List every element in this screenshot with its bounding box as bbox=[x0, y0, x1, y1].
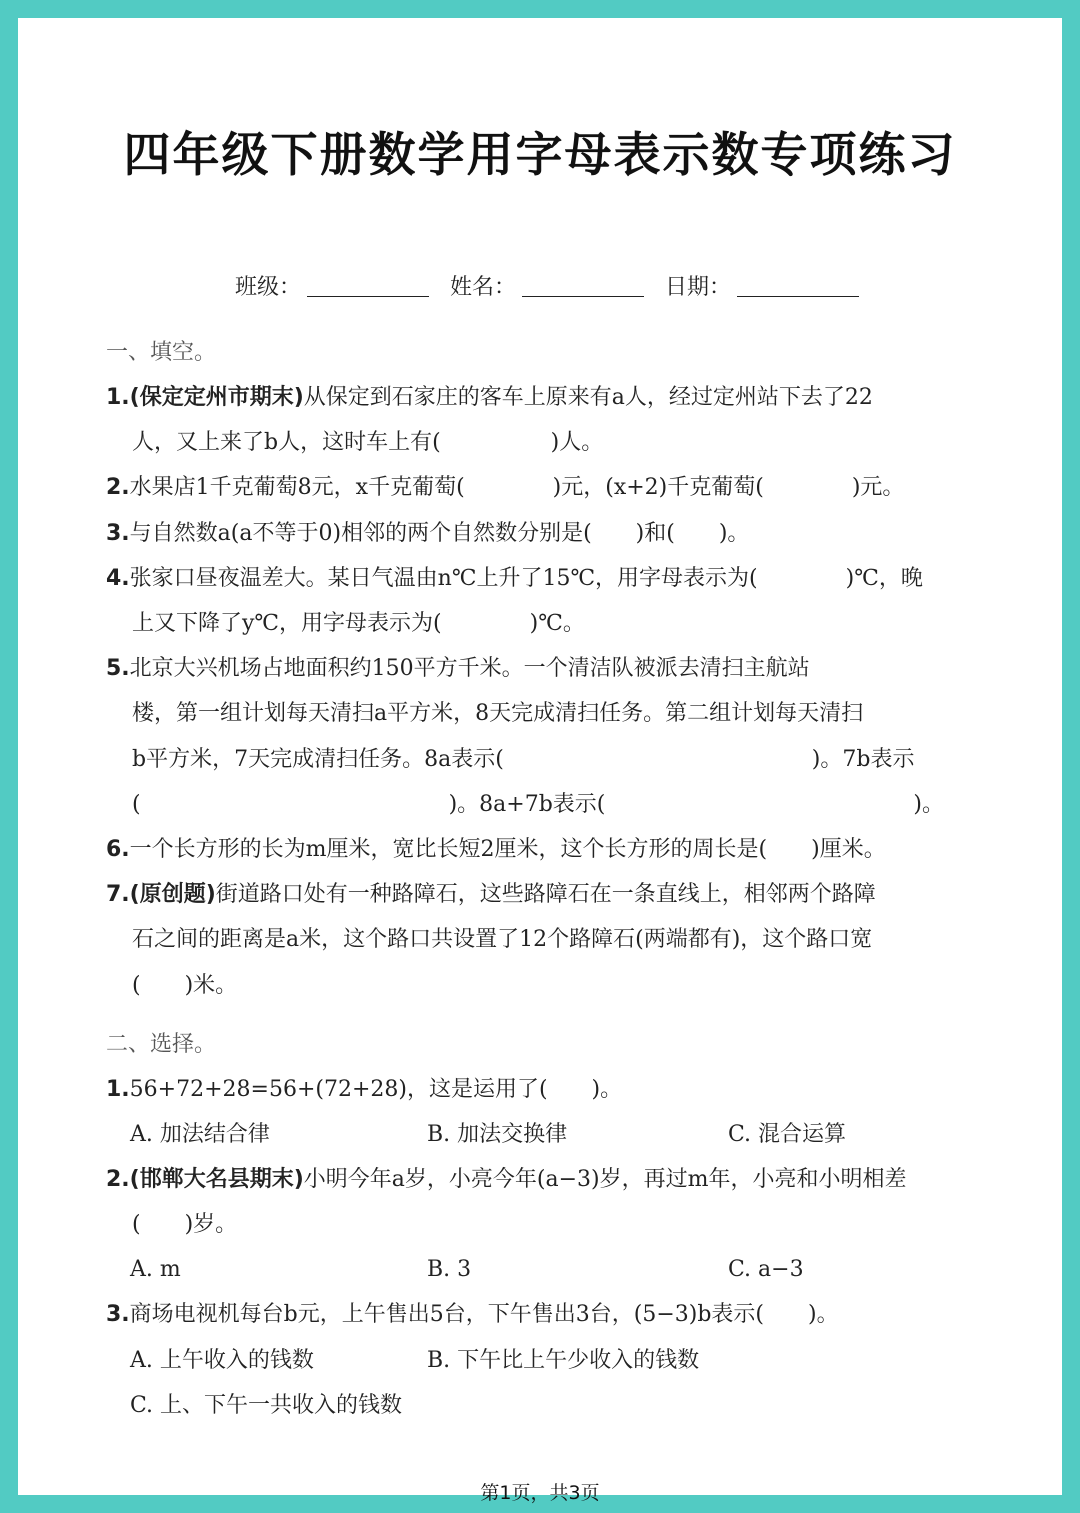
class-blank[interactable] bbox=[307, 296, 429, 297]
fill-question-1 bbox=[106, 375, 1006, 465]
question-text: 石之间的距离是a米，这个路口共设置了12个路障石(两端都有)，这个路口宽 bbox=[132, 927, 873, 953]
question-text: 与自然数a(a不等于0)相邻的两个自然数分别是( )和( )。 bbox=[129, 520, 750, 546]
fill-question-5 bbox=[106, 646, 1006, 827]
question-text: 街道路口处有一种路障石，这些路障石在一条直线上，相邻两个路障 bbox=[215, 882, 876, 908]
option-c[interactable]: C. 上、下午一共收入的钱数 bbox=[130, 1392, 403, 1418]
option-a[interactable]: A. m bbox=[130, 1257, 181, 1283]
fill-question-2 bbox=[106, 465, 1006, 510]
question-text: 上又下降了y℃，用字母表示为( )℃。 bbox=[132, 611, 585, 637]
class-label: 班级： bbox=[234, 275, 301, 300]
question-number: 1. bbox=[106, 1076, 130, 1102]
choice-options bbox=[106, 1338, 1006, 1383]
question-text: 人，又上来了b人，这时车上有( )人。 bbox=[132, 430, 604, 456]
fill-question-4 bbox=[106, 556, 1006, 646]
worksheet-content bbox=[106, 330, 1006, 1428]
name-label: 姓名： bbox=[449, 275, 516, 300]
question-text: 小明今年a岁，小亮今年(a−3)岁，再过m年，小亮和小明相差 bbox=[303, 1167, 907, 1193]
question-text: 商场电视机每台b元，上午售出5台，下午售出3台，(5−3)b表示( )。 bbox=[129, 1302, 839, 1328]
question-text: 56+72+28=56+(72+28)，这是运用了( )。 bbox=[129, 1076, 623, 1102]
question-text: ( )米。 bbox=[132, 972, 238, 998]
choice-question-1 bbox=[106, 1067, 1006, 1112]
question-text: 楼，第一组计划每天清扫a平方米，8天完成清扫任务。第二组计划每天清扫 bbox=[132, 701, 864, 727]
choice-options bbox=[106, 1383, 1006, 1428]
question-text: b平方米，7天完成清扫任务。8a表示( )。7b表示 bbox=[132, 746, 915, 772]
page-footer: 第1页，共3页 bbox=[480, 1482, 600, 1504]
question-text: 从保定到石家庄的客车上原来有a人，经过定州站下去了22 bbox=[303, 385, 873, 410]
section-heading-fill-blank: 一、填空。 bbox=[106, 340, 217, 365]
student-info-row bbox=[18, 270, 1062, 301]
worksheet-page bbox=[18, 18, 1062, 1504]
question-source: (保定定州市期末) bbox=[129, 385, 304, 410]
question-number: 3. bbox=[106, 1302, 130, 1328]
question-number: 6. bbox=[106, 837, 130, 863]
question-text: 水果店1千克葡萄8元，x千克葡萄( )元，(x+2)千克葡萄( )元。 bbox=[129, 475, 905, 501]
question-text: 北京大兴机场占地面积约150平方千米。一个清洁队被派去清扫主航站 bbox=[129, 656, 810, 682]
date-label: 日期： bbox=[665, 275, 732, 300]
choice-question-2 bbox=[106, 1157, 1006, 1247]
question-source: (原创题) bbox=[129, 882, 216, 908]
option-b[interactable]: B. 加法交换律 bbox=[427, 1122, 568, 1148]
option-a[interactable]: A. 加法结合律 bbox=[130, 1122, 270, 1148]
section-heading-choice: 二、选择。 bbox=[106, 1031, 217, 1057]
choice-options bbox=[106, 1112, 1006, 1157]
question-number: 2. bbox=[106, 475, 130, 501]
question-number: 2. bbox=[106, 1167, 130, 1193]
choice-options bbox=[106, 1247, 1006, 1292]
option-c[interactable]: C. a−3 bbox=[728, 1257, 804, 1283]
question-number: 4. bbox=[106, 565, 130, 591]
name-blank[interactable] bbox=[522, 296, 644, 297]
question-text: ( )岁。 bbox=[132, 1212, 238, 1238]
date-blank[interactable] bbox=[737, 296, 859, 297]
question-number: 7. bbox=[106, 882, 130, 908]
question-text: 一个长方形的长为m厘米，宽比长短2厘米，这个长方形的周长是( )厘米。 bbox=[129, 837, 886, 863]
option-b[interactable]: B. 下午比上午少收入的钱数 bbox=[427, 1347, 700, 1373]
choice-question-3 bbox=[106, 1292, 1006, 1337]
option-c[interactable]: C. 混合运算 bbox=[728, 1122, 847, 1148]
fill-question-7 bbox=[106, 872, 1006, 1008]
question-number: 3. bbox=[106, 520, 130, 546]
question-source: (邯郸大名县期末) bbox=[129, 1167, 304, 1193]
question-text: 张家口昼夜温差大。某日气温由n℃上升了15℃，用字母表示为( )℃，晚 bbox=[129, 565, 923, 591]
fill-question-6 bbox=[106, 827, 1006, 872]
option-b[interactable]: B. 3 bbox=[427, 1257, 472, 1283]
fill-question-3 bbox=[106, 511, 1006, 556]
question-number: 1. bbox=[106, 385, 130, 410]
option-a[interactable]: A. 上午收入的钱数 bbox=[130, 1347, 314, 1373]
question-text: ( )。8a+7b表示( )。 bbox=[132, 791, 944, 817]
question-number: 5. bbox=[106, 656, 130, 682]
page-title: 四年级下册数学用字母表示数专项练习 bbox=[123, 128, 957, 183]
